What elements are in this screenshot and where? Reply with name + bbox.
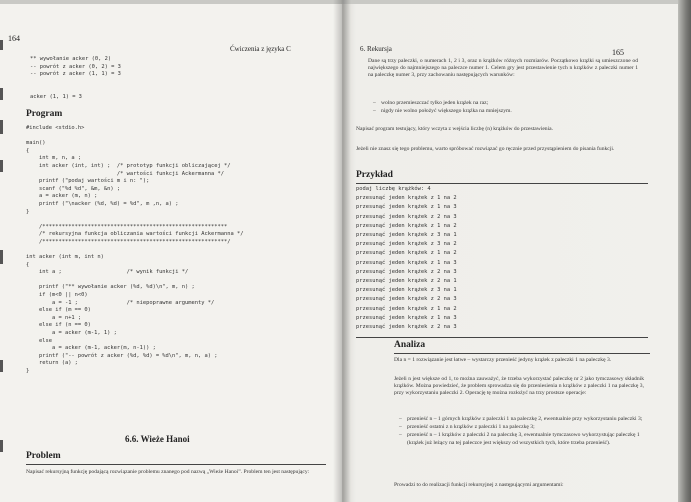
step-item: – przenieść n – 1 krążków z paleczki 2 na paleczkę 3, ewentualnie tymczasowo wykorzystując paleczkę 1 (krążek już leżący na tej paleczce jest większy od wszystkich tych, które trzeba przenieść).: [398, 432, 644, 446]
page-edge-shadow: [678, 0, 691, 502]
example-output: podaj liczbę krążków: 4 przesunąć jeden krążek z 1 na 2 przesunąć jeden krążek z 1 na 3 przesunąć jeden krążek z 2 na 3 przesunąć jeden krążek z 1 na 2 przesunąć jeden krążek z 3 na 1 przesunąć jeden krążek z 3 na 2 przesunąć jeden krążek z 1 na 2 przesunąć jeden krążek z 1 na 3 przesunąć jeden krążek z 2 na 3 przesunąć jeden krążek z 2 na 1 przesunąć jeden krążek z 3 na 1 przesunąć jeden krążek z 2 na 3 przesunąć jeden krążek z 1 na 2 przesunąć jeden krążek z 1 na 3 przesunąć jeden krążek z 2 na 3: [356, 186, 457, 331]
program-code: #include <stdio.h> main() { int m, n, a ; int acker (int, int) ; /* prototyp funkcji obliczającej */ /* wartości funkcji Ackermanna */ printf ("podaj wartości m i n: "); scanf ("%d %d", &m, &n) ; a = acker (m, n) ; printf ("\nacker (%d, %d) = %d", m ,n, a) ; } /********************************************************* /* rekursyjna funkcja obliczania wartości funkcji Ackermanna */ /*********************************************************/ int acker (int m, int n) { int a ; /* wynik funkcji */ printf ("** wywołanie acker (%d, %d)\n", m, n) ; if (m<0 || n<0) a = -1 ; /* niepoprawne argumenty */ else if (m == 0) a = n+1 ; else if (n == 0) a = acker (m-1, 1) ; else a = acker (m-1, acker(m, n-1)) ; printf ("-- powrót z acker (%d, %d) = %d\n", m, n, a) ; return (a) ; }: [26, 125, 244, 374]
program-heading: Program: [26, 109, 63, 119]
margin-mark: [0, 440, 3, 452]
rules-list: [372, 100, 632, 116]
problem-rule: [26, 464, 326, 465]
analysis-para-2: Jeżeli n jest większe od 1, to można zauważyć, że trzeba wykorzystać paleczkę nr 2 jako tymczasowy składnik krążków. Można powiedzieć, że problem sprowadza się do przeniesienia n krążków z paleczki 1 na paleczkę 3, przy wykorzystaniu paleczki 2. Operację tę można rozłożyć na trzy prostsze operacje:: [394, 376, 644, 397]
page-number-left: 164: [8, 34, 20, 43]
step-item: – przenieść n – 1 górnych krążków z paleczki 1 na paleczkę 2, ewentualnie przy wykorzystaniu paleczki 3;: [398, 416, 644, 423]
example-rule: [356, 183, 648, 184]
closing-text: Prowadzi to do realizacji funkcji rekursyjnej z następującymi argumentami:: [394, 482, 564, 488]
margin-mark: [0, 40, 3, 50]
sample-output: ** wywołanie acker (0, 2) -- powrót z acker (0, 2) = 3 -- powrót z acker (1, 1) = 3 acker (1, 1) = 3: [30, 56, 121, 100]
running-head-right: 6. Rekursja: [360, 45, 392, 53]
margin-mark: [0, 88, 3, 100]
left-page: [0, 4, 342, 502]
margin-mark: [0, 360, 3, 372]
rule-item: – nigdy nie wolno położyć większego krążka na mniejszym.: [372, 108, 632, 115]
intro-text: Dane są trzy paleczki, o numerach 1, 2 i 3, oraz n krążków różnych rozmiarów. Początkowo krążki są umieszczone od największego do najmniejszego na paleczce numer 1. Celem gry jest przestawienie tych n krążków z paleczki numer 1 na paleczkę numer 3, przy zachowaniu następujących warunków:: [368, 58, 638, 79]
task-text: Napisać program testujący, który wczyta z wejścia liczbę (n) krążków do przestawienia.: [356, 126, 554, 132]
analysis-para-1: Dla n = 1 rozwiązanie jest łatwe – wystarczy przenieść jedyny krążek z paleczki 1 na paleczkę 3.: [394, 357, 612, 363]
book-gutter: [333, 0, 351, 502]
margin-mark: [0, 160, 3, 172]
section-heading: 6.6. Wieże Hanoi: [125, 434, 190, 444]
problem-heading: Problem: [26, 451, 61, 461]
analysis-rule: [394, 353, 650, 354]
problem-text: Napisać rekursyjną funkcję podającą rozwiązanie problemu znanego pod nazwą „Wieże Hanoi”. Problem ten jest następujący:: [26, 469, 310, 475]
analysis-heading: Analiza: [394, 340, 426, 350]
margin-mark: [0, 120, 3, 134]
right-page: [342, 4, 678, 502]
hint-text: Jeżeli nie znasz się tego problemu, warto spróbować rozwiązać go ręcznie przed przystąpieniem do pisania funkcji.: [356, 146, 615, 152]
margin-mark: [0, 250, 3, 264]
step-item: – przenieść ostatni z n krążków z paleczki 1 na paleczkę 3;: [398, 424, 644, 431]
rule-item: – wolno przemieszczać tylko jeden krążek na raz;: [372, 100, 632, 107]
running-head-left: Ćwiczenia z języka C: [230, 45, 291, 53]
example-heading: Przykład: [356, 170, 393, 180]
page-number-right: 165: [612, 48, 624, 57]
steps-list: [398, 416, 644, 448]
example-end-rule: [356, 337, 648, 338]
